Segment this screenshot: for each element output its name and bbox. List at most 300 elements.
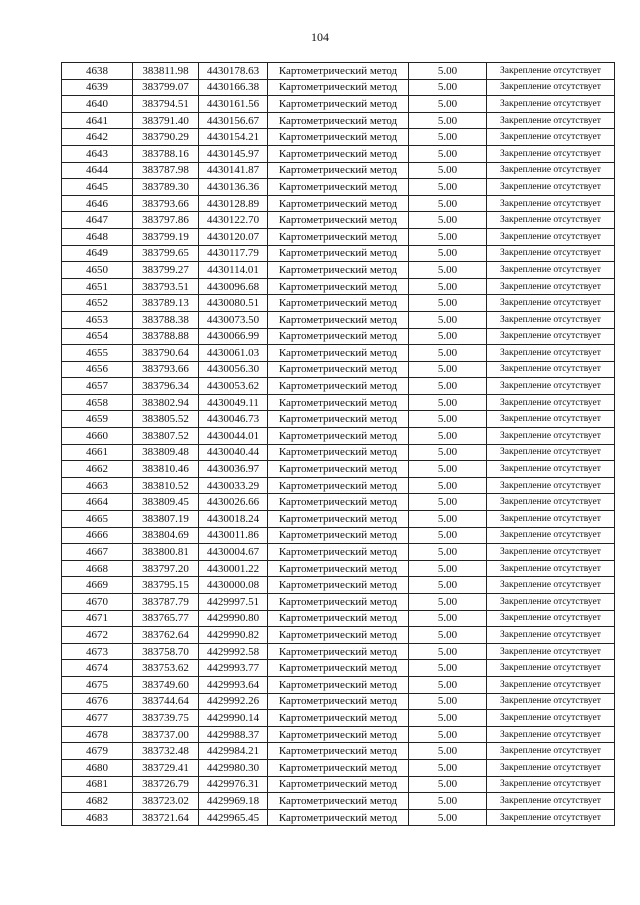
x-coordinate-cell: 383789.13 bbox=[133, 295, 199, 312]
table-row bbox=[62, 278, 615, 295]
point-number-cell: 4639 bbox=[62, 79, 133, 96]
method-cell: Картометрический метод bbox=[268, 345, 409, 362]
y-coordinate-cell: 4430080.51 bbox=[199, 295, 268, 312]
table-row bbox=[62, 461, 615, 478]
point-number-cell: 4640 bbox=[62, 96, 133, 113]
accuracy-cell: 5.00 bbox=[409, 627, 487, 644]
table-row bbox=[62, 328, 615, 345]
fixation-cell: Закрепление отсутствует bbox=[487, 477, 615, 494]
fixation-cell: Закрепление отсутствует bbox=[487, 245, 615, 262]
method-cell: Картометрический метод bbox=[268, 544, 409, 561]
accuracy-cell: 5.00 bbox=[409, 245, 487, 262]
y-coordinate-cell: 4430156.67 bbox=[199, 112, 268, 129]
y-coordinate-cell: 4430145.97 bbox=[199, 145, 268, 162]
x-coordinate-cell: 383789.30 bbox=[133, 179, 199, 196]
method-cell: Картометрический метод bbox=[268, 710, 409, 727]
method-cell: Картометрический метод bbox=[268, 295, 409, 312]
point-number-cell: 4681 bbox=[62, 776, 133, 793]
table-row bbox=[62, 743, 615, 760]
fixation-cell: Закрепление отсутствует bbox=[487, 129, 615, 146]
table-row bbox=[62, 511, 615, 528]
x-coordinate-cell: 383805.52 bbox=[133, 411, 199, 428]
table-row bbox=[62, 311, 615, 328]
point-number-cell: 4675 bbox=[62, 676, 133, 693]
accuracy-cell: 5.00 bbox=[409, 594, 487, 611]
accuracy-cell: 5.00 bbox=[409, 278, 487, 295]
point-number-cell: 4638 bbox=[62, 63, 133, 80]
table-row bbox=[62, 594, 615, 611]
table-row bbox=[62, 378, 615, 395]
accuracy-cell: 5.00 bbox=[409, 710, 487, 727]
accuracy-cell: 5.00 bbox=[409, 411, 487, 428]
method-cell: Картометрический метод bbox=[268, 776, 409, 793]
method-cell: Картометрический метод bbox=[268, 179, 409, 196]
y-coordinate-cell: 4429993.64 bbox=[199, 676, 268, 693]
fixation-cell: Закрепление отсутствует bbox=[487, 610, 615, 627]
y-coordinate-cell: 4430066.99 bbox=[199, 328, 268, 345]
point-number-cell: 4652 bbox=[62, 295, 133, 312]
point-number-cell: 4683 bbox=[62, 809, 133, 826]
x-coordinate-cell: 383804.69 bbox=[133, 527, 199, 544]
x-coordinate-cell: 383811.98 bbox=[133, 63, 199, 80]
accuracy-cell: 5.00 bbox=[409, 96, 487, 113]
fixation-cell: Закрепление отсутствует bbox=[487, 627, 615, 644]
x-coordinate-cell: 383802.94 bbox=[133, 394, 199, 411]
y-coordinate-cell: 4429992.58 bbox=[199, 643, 268, 660]
point-number-cell: 4677 bbox=[62, 710, 133, 727]
x-coordinate-cell: 383790.29 bbox=[133, 129, 199, 146]
accuracy-cell: 5.00 bbox=[409, 809, 487, 826]
point-number-cell: 4657 bbox=[62, 378, 133, 395]
table-row bbox=[62, 179, 615, 196]
method-cell: Картометрический метод bbox=[268, 63, 409, 80]
x-coordinate-cell: 383753.62 bbox=[133, 660, 199, 677]
table-row bbox=[62, 245, 615, 262]
accuracy-cell: 5.00 bbox=[409, 63, 487, 80]
point-number-cell: 4642 bbox=[62, 129, 133, 146]
y-coordinate-cell: 4430026.66 bbox=[199, 494, 268, 511]
fixation-cell: Закрепление отсутствует bbox=[487, 527, 615, 544]
point-number-cell: 4660 bbox=[62, 428, 133, 445]
accuracy-cell: 5.00 bbox=[409, 544, 487, 561]
y-coordinate-cell: 4429990.82 bbox=[199, 627, 268, 644]
method-cell: Картометрический метод bbox=[268, 693, 409, 710]
y-coordinate-cell: 4430056.30 bbox=[199, 361, 268, 378]
accuracy-cell: 5.00 bbox=[409, 112, 487, 129]
y-coordinate-cell: 4429969.18 bbox=[199, 793, 268, 810]
fixation-cell: Закрепление отсутствует bbox=[487, 79, 615, 96]
table-row bbox=[62, 262, 615, 279]
y-coordinate-cell: 4430096.68 bbox=[199, 278, 268, 295]
point-number-cell: 4661 bbox=[62, 444, 133, 461]
y-coordinate-cell: 4430141.87 bbox=[199, 162, 268, 179]
point-number-cell: 4678 bbox=[62, 726, 133, 743]
fixation-cell: Закрепление отсутствует bbox=[487, 809, 615, 826]
y-coordinate-cell: 4429988.37 bbox=[199, 726, 268, 743]
accuracy-cell: 5.00 bbox=[409, 776, 487, 793]
method-cell: Картометрический метод bbox=[268, 610, 409, 627]
x-coordinate-cell: 383737.00 bbox=[133, 726, 199, 743]
accuracy-cell: 5.00 bbox=[409, 743, 487, 760]
accuracy-cell: 5.00 bbox=[409, 179, 487, 196]
table-row bbox=[62, 295, 615, 312]
method-cell: Картометрический метод bbox=[268, 594, 409, 611]
x-coordinate-cell: 383810.52 bbox=[133, 477, 199, 494]
accuracy-cell: 5.00 bbox=[409, 262, 487, 279]
table-row bbox=[62, 577, 615, 594]
point-number-cell: 4646 bbox=[62, 195, 133, 212]
table-row bbox=[62, 759, 615, 776]
method-cell: Картометрический метод bbox=[268, 245, 409, 262]
accuracy-cell: 5.00 bbox=[409, 195, 487, 212]
fixation-cell: Закрепление отсутствует bbox=[487, 378, 615, 395]
method-cell: Картометрический метод bbox=[268, 560, 409, 577]
table-row bbox=[62, 693, 615, 710]
fixation-cell: Закрепление отсутствует bbox=[487, 411, 615, 428]
y-coordinate-cell: 4430166.38 bbox=[199, 79, 268, 96]
x-coordinate-cell: 383810.46 bbox=[133, 461, 199, 478]
y-coordinate-cell: 4429976.31 bbox=[199, 776, 268, 793]
method-cell: Картометрический метод bbox=[268, 112, 409, 129]
point-number-cell: 4662 bbox=[62, 461, 133, 478]
fixation-cell: Закрепление отсутствует bbox=[487, 710, 615, 727]
point-number-cell: 4664 bbox=[62, 494, 133, 511]
table-row bbox=[62, 776, 615, 793]
point-number-cell: 4650 bbox=[62, 262, 133, 279]
table-row bbox=[62, 676, 615, 693]
y-coordinate-cell: 4429980.30 bbox=[199, 759, 268, 776]
x-coordinate-cell: 383739.75 bbox=[133, 710, 199, 727]
method-cell: Картометрический метод bbox=[268, 129, 409, 146]
accuracy-cell: 5.00 bbox=[409, 79, 487, 96]
method-cell: Картометрический метод bbox=[268, 477, 409, 494]
accuracy-cell: 5.00 bbox=[409, 793, 487, 810]
x-coordinate-cell: 383749.60 bbox=[133, 676, 199, 693]
method-cell: Картометрический метод bbox=[268, 494, 409, 511]
fixation-cell: Закрепление отсутствует bbox=[487, 759, 615, 776]
point-number-cell: 4654 bbox=[62, 328, 133, 345]
y-coordinate-cell: 4430120.07 bbox=[199, 228, 268, 245]
x-coordinate-cell: 383729.41 bbox=[133, 759, 199, 776]
y-coordinate-cell: 4429984.21 bbox=[199, 743, 268, 760]
table-row bbox=[62, 477, 615, 494]
table-row bbox=[62, 428, 615, 445]
y-coordinate-cell: 4430000.08 bbox=[199, 577, 268, 594]
fixation-cell: Закрепление отсутствует bbox=[487, 394, 615, 411]
fixation-cell: Закрепление отсутствует bbox=[487, 228, 615, 245]
accuracy-cell: 5.00 bbox=[409, 494, 487, 511]
accuracy-cell: 5.00 bbox=[409, 311, 487, 328]
accuracy-cell: 5.00 bbox=[409, 361, 487, 378]
x-coordinate-cell: 383732.48 bbox=[133, 743, 199, 760]
x-coordinate-cell: 383799.19 bbox=[133, 228, 199, 245]
x-coordinate-cell: 383799.07 bbox=[133, 79, 199, 96]
table-row bbox=[62, 361, 615, 378]
method-cell: Картометрический метод bbox=[268, 311, 409, 328]
fixation-cell: Закрепление отсутствует bbox=[487, 776, 615, 793]
table-row bbox=[62, 544, 615, 561]
accuracy-cell: 5.00 bbox=[409, 345, 487, 362]
y-coordinate-cell: 4429993.77 bbox=[199, 660, 268, 677]
y-coordinate-cell: 4430040.44 bbox=[199, 444, 268, 461]
method-cell: Картометрический метод bbox=[268, 809, 409, 826]
x-coordinate-cell: 383793.51 bbox=[133, 278, 199, 295]
x-coordinate-cell: 383721.64 bbox=[133, 809, 199, 826]
table-row bbox=[62, 195, 615, 212]
point-number-cell: 4648 bbox=[62, 228, 133, 245]
accuracy-cell: 5.00 bbox=[409, 212, 487, 229]
fixation-cell: Закрепление отсутствует bbox=[487, 511, 615, 528]
y-coordinate-cell: 4430004.67 bbox=[199, 544, 268, 561]
point-number-cell: 4663 bbox=[62, 477, 133, 494]
accuracy-cell: 5.00 bbox=[409, 759, 487, 776]
x-coordinate-cell: 383723.02 bbox=[133, 793, 199, 810]
y-coordinate-cell: 4430178.63 bbox=[199, 63, 268, 80]
y-coordinate-cell: 4430044.01 bbox=[199, 428, 268, 445]
x-coordinate-cell: 383794.51 bbox=[133, 96, 199, 113]
fixation-cell: Закрепление отсутствует bbox=[487, 179, 615, 196]
method-cell: Картометрический метод bbox=[268, 278, 409, 295]
fixation-cell: Закрепление отсутствует bbox=[487, 560, 615, 577]
method-cell: Картометрический метод bbox=[268, 361, 409, 378]
x-coordinate-cell: 383788.16 bbox=[133, 145, 199, 162]
point-number-cell: 4680 bbox=[62, 759, 133, 776]
table-row bbox=[62, 96, 615, 113]
x-coordinate-cell: 383726.79 bbox=[133, 776, 199, 793]
x-coordinate-cell: 383799.27 bbox=[133, 262, 199, 279]
method-cell: Картометрический метод bbox=[268, 79, 409, 96]
fixation-cell: Закрепление отсутствует bbox=[487, 195, 615, 212]
accuracy-cell: 5.00 bbox=[409, 428, 487, 445]
y-coordinate-cell: 4430001.22 bbox=[199, 560, 268, 577]
table-row bbox=[62, 444, 615, 461]
accuracy-cell: 5.00 bbox=[409, 527, 487, 544]
y-coordinate-cell: 4430033.29 bbox=[199, 477, 268, 494]
point-number-cell: 4655 bbox=[62, 345, 133, 362]
y-coordinate-cell: 4430122.70 bbox=[199, 212, 268, 229]
x-coordinate-cell: 383790.64 bbox=[133, 345, 199, 362]
method-cell: Картометрический метод bbox=[268, 145, 409, 162]
method-cell: Картометрический метод bbox=[268, 759, 409, 776]
point-number-cell: 4673 bbox=[62, 643, 133, 660]
fixation-cell: Закрепление отсутствует bbox=[487, 743, 615, 760]
y-coordinate-cell: 4429992.26 bbox=[199, 693, 268, 710]
table-row bbox=[62, 726, 615, 743]
table-row bbox=[62, 162, 615, 179]
fixation-cell: Закрепление отсутствует bbox=[487, 428, 615, 445]
method-cell: Картометрический метод bbox=[268, 162, 409, 179]
point-number-cell: 4665 bbox=[62, 511, 133, 528]
y-coordinate-cell: 4430073.50 bbox=[199, 311, 268, 328]
point-number-cell: 4653 bbox=[62, 311, 133, 328]
x-coordinate-cell: 383807.52 bbox=[133, 428, 199, 445]
x-coordinate-cell: 383787.98 bbox=[133, 162, 199, 179]
point-number-cell: 4669 bbox=[62, 577, 133, 594]
table-row bbox=[62, 411, 615, 428]
x-coordinate-cell: 383788.38 bbox=[133, 311, 199, 328]
fixation-cell: Закрепление отсутствует bbox=[487, 494, 615, 511]
fixation-cell: Закрепление отсутствует bbox=[487, 693, 615, 710]
table-row bbox=[62, 345, 615, 362]
accuracy-cell: 5.00 bbox=[409, 643, 487, 660]
fixation-cell: Закрепление отсутствует bbox=[487, 444, 615, 461]
y-coordinate-cell: 4429990.14 bbox=[199, 710, 268, 727]
fixation-cell: Закрепление отсутствует bbox=[487, 676, 615, 693]
fixation-cell: Закрепление отсутствует bbox=[487, 145, 615, 162]
y-coordinate-cell: 4430161.56 bbox=[199, 96, 268, 113]
point-number-cell: 4656 bbox=[62, 361, 133, 378]
y-coordinate-cell: 4430136.36 bbox=[199, 179, 268, 196]
method-cell: Картометрический метод bbox=[268, 262, 409, 279]
fixation-cell: Закрепление отсутствует bbox=[487, 577, 615, 594]
fixation-cell: Закрепление отсутствует bbox=[487, 643, 615, 660]
table-row bbox=[62, 394, 615, 411]
method-cell: Картометрический метод bbox=[268, 660, 409, 677]
point-number-cell: 4651 bbox=[62, 278, 133, 295]
method-cell: Картометрический метод bbox=[268, 228, 409, 245]
table-row bbox=[62, 79, 615, 96]
accuracy-cell: 5.00 bbox=[409, 394, 487, 411]
point-number-cell: 4671 bbox=[62, 610, 133, 627]
fixation-cell: Закрепление отсутствует bbox=[487, 162, 615, 179]
table-row bbox=[62, 710, 615, 727]
x-coordinate-cell: 383809.45 bbox=[133, 494, 199, 511]
page-number: 104 bbox=[311, 30, 329, 44]
accuracy-cell: 5.00 bbox=[409, 129, 487, 146]
point-number-cell: 4644 bbox=[62, 162, 133, 179]
table-row bbox=[62, 494, 615, 511]
fixation-cell: Закрепление отсутствует bbox=[487, 295, 615, 312]
y-coordinate-cell: 4430046.73 bbox=[199, 411, 268, 428]
point-number-cell: 4672 bbox=[62, 627, 133, 644]
table-row bbox=[62, 228, 615, 245]
fixation-cell: Закрепление отсутствует bbox=[487, 544, 615, 561]
y-coordinate-cell: 4430049.11 bbox=[199, 394, 268, 411]
method-cell: Картометрический метод bbox=[268, 195, 409, 212]
method-cell: Картометрический метод bbox=[268, 793, 409, 810]
accuracy-cell: 5.00 bbox=[409, 693, 487, 710]
method-cell: Картометрический метод bbox=[268, 394, 409, 411]
x-coordinate-cell: 383788.88 bbox=[133, 328, 199, 345]
method-cell: Картометрический метод bbox=[268, 743, 409, 760]
method-cell: Картометрический метод bbox=[268, 627, 409, 644]
point-number-cell: 4674 bbox=[62, 660, 133, 677]
table-row bbox=[62, 809, 615, 826]
x-coordinate-cell: 383793.66 bbox=[133, 195, 199, 212]
accuracy-cell: 5.00 bbox=[409, 228, 487, 245]
x-coordinate-cell: 383795.15 bbox=[133, 577, 199, 594]
point-number-cell: 4679 bbox=[62, 743, 133, 760]
method-cell: Картометрический метод bbox=[268, 577, 409, 594]
method-cell: Картометрический метод bbox=[268, 328, 409, 345]
y-coordinate-cell: 4430053.62 bbox=[199, 378, 268, 395]
table-row bbox=[62, 643, 615, 660]
fixation-cell: Закрепление отсутствует bbox=[487, 660, 615, 677]
accuracy-cell: 5.00 bbox=[409, 444, 487, 461]
y-coordinate-cell: 4430018.24 bbox=[199, 511, 268, 528]
method-cell: Картометрический метод bbox=[268, 511, 409, 528]
table-row bbox=[62, 112, 615, 129]
accuracy-cell: 5.00 bbox=[409, 676, 487, 693]
x-coordinate-cell: 383797.20 bbox=[133, 560, 199, 577]
table-row bbox=[62, 527, 615, 544]
x-coordinate-cell: 383744.64 bbox=[133, 693, 199, 710]
accuracy-cell: 5.00 bbox=[409, 162, 487, 179]
method-cell: Картометрический метод bbox=[268, 676, 409, 693]
point-number-cell: 4682 bbox=[62, 793, 133, 810]
fixation-cell: Закрепление отсутствует bbox=[487, 278, 615, 295]
x-coordinate-cell: 383809.48 bbox=[133, 444, 199, 461]
x-coordinate-cell: 383758.70 bbox=[133, 643, 199, 660]
point-number-cell: 4649 bbox=[62, 245, 133, 262]
x-coordinate-cell: 383762.64 bbox=[133, 627, 199, 644]
fixation-cell: Закрепление отсутствует bbox=[487, 361, 615, 378]
method-cell: Картометрический метод bbox=[268, 212, 409, 229]
table-row bbox=[62, 560, 615, 577]
y-coordinate-cell: 4429990.80 bbox=[199, 610, 268, 627]
x-coordinate-cell: 383797.86 bbox=[133, 212, 199, 229]
accuracy-cell: 5.00 bbox=[409, 378, 487, 395]
accuracy-cell: 5.00 bbox=[409, 610, 487, 627]
point-number-cell: 4659 bbox=[62, 411, 133, 428]
y-coordinate-cell: 4430061.03 bbox=[199, 345, 268, 362]
method-cell: Картометрический метод bbox=[268, 444, 409, 461]
point-number-cell: 4645 bbox=[62, 179, 133, 196]
method-cell: Картометрический метод bbox=[268, 726, 409, 743]
accuracy-cell: 5.00 bbox=[409, 660, 487, 677]
x-coordinate-cell: 383765.77 bbox=[133, 610, 199, 627]
accuracy-cell: 5.00 bbox=[409, 560, 487, 577]
fixation-cell: Закрепление отсутствует bbox=[487, 726, 615, 743]
method-cell: Картометрический метод bbox=[268, 461, 409, 478]
fixation-cell: Закрепление отсутствует bbox=[487, 328, 615, 345]
y-coordinate-cell: 4430114.01 bbox=[199, 262, 268, 279]
coordinates-table-body bbox=[62, 63, 615, 826]
table-row bbox=[62, 793, 615, 810]
method-cell: Картометрический метод bbox=[268, 378, 409, 395]
point-number-cell: 4676 bbox=[62, 693, 133, 710]
fixation-cell: Закрепление отсутствует bbox=[487, 345, 615, 362]
fixation-cell: Закрепление отсутствует bbox=[487, 63, 615, 80]
point-number-cell: 4670 bbox=[62, 594, 133, 611]
table-row bbox=[62, 145, 615, 162]
y-coordinate-cell: 4429965.45 bbox=[199, 809, 268, 826]
table-row bbox=[62, 129, 615, 146]
y-coordinate-cell: 4430128.89 bbox=[199, 195, 268, 212]
fixation-cell: Закрепление отсутствует bbox=[487, 594, 615, 611]
fixation-cell: Закрепление отсутствует bbox=[487, 96, 615, 113]
point-number-cell: 4658 bbox=[62, 394, 133, 411]
fixation-cell: Закрепление отсутствует bbox=[487, 112, 615, 129]
table-row bbox=[62, 610, 615, 627]
fixation-cell: Закрепление отсутствует bbox=[487, 262, 615, 279]
method-cell: Картометрический метод bbox=[268, 643, 409, 660]
y-coordinate-cell: 4430036.97 bbox=[199, 461, 268, 478]
x-coordinate-cell: 383793.66 bbox=[133, 361, 199, 378]
accuracy-cell: 5.00 bbox=[409, 511, 487, 528]
point-number-cell: 4667 bbox=[62, 544, 133, 561]
fixation-cell: Закрепление отсутствует bbox=[487, 212, 615, 229]
fixation-cell: Закрепление отсутствует bbox=[487, 311, 615, 328]
x-coordinate-cell: 383799.65 bbox=[133, 245, 199, 262]
point-number-cell: 4643 bbox=[62, 145, 133, 162]
accuracy-cell: 5.00 bbox=[409, 295, 487, 312]
table-row bbox=[62, 63, 615, 80]
table-row bbox=[62, 212, 615, 229]
fixation-cell: Закрепление отсутствует bbox=[487, 461, 615, 478]
table-row bbox=[62, 627, 615, 644]
y-coordinate-cell: 4430011.86 bbox=[199, 527, 268, 544]
